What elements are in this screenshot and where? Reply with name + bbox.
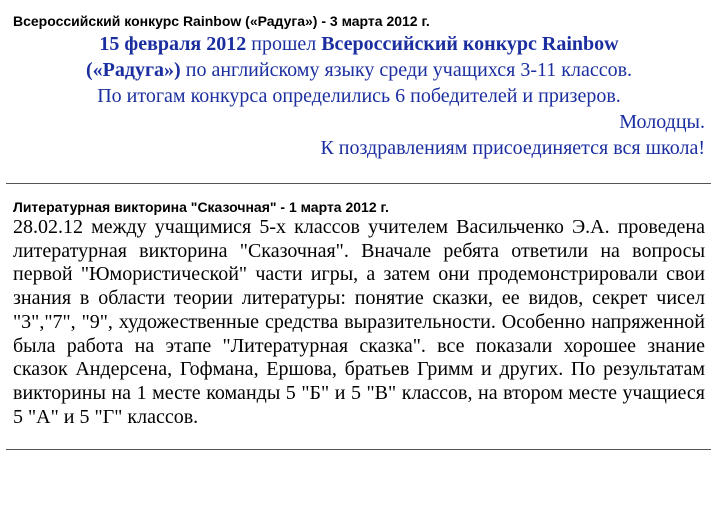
news-line (13, 31, 705, 57)
news-title: Литературная викторина "Сказочная" - 1 марта 2012 г. (13, 199, 389, 215)
news-title: Всероссийский конкурс Rainbow («Радуга») - 3 марта 2012 г. (13, 13, 430, 29)
news-divider (6, 449, 711, 450)
contest-name: Всероссийский конкурс Rainbow (321, 33, 619, 55)
news-line (13, 57, 705, 83)
news-line-praise: Молодцы. (619, 111, 705, 133)
news-item-quiz (0, 184, 717, 429)
news-text: по английскому языку среди учащихся 3-11 классов. (180, 59, 633, 81)
news-line-congrats: К поздравлениям присоединяется вся школа! (320, 137, 705, 159)
news-text: прошел (246, 33, 322, 55)
news-body (13, 31, 705, 161)
news-line: По итогам конкурса определились 6 победителей и призеров. (97, 85, 621, 107)
event-date: 15 февраля 2012 (99, 33, 247, 55)
news-item-rainbow (0, 0, 717, 161)
news-body: 28.02.12 между учащимися 5-х классов учителем Васильченко Э.А. проведена литературная викторина "Сказочная". Вначале ребята ответили на вопросы первой "Юмористической" части игры, а затем они продемонстрировали свои знания в области теории литературы: понятие сказки, ее видов, секрет чисел "3","7", "9", художественные средства выразительности. Особенно напряженной была работа на этапе "Литературная сказка". все показали хорошее знание сказок Андерсена, Гофмана, Ершова, братьев Гримм и других. По результатам викторины на 1 месте команды 5 "Б" и 5 "В" классов, на втором месте учащиеся 5 "А" и 5 "Г" классов. (13, 216, 705, 428)
contest-name-alt: («Радуга») (85, 59, 181, 81)
